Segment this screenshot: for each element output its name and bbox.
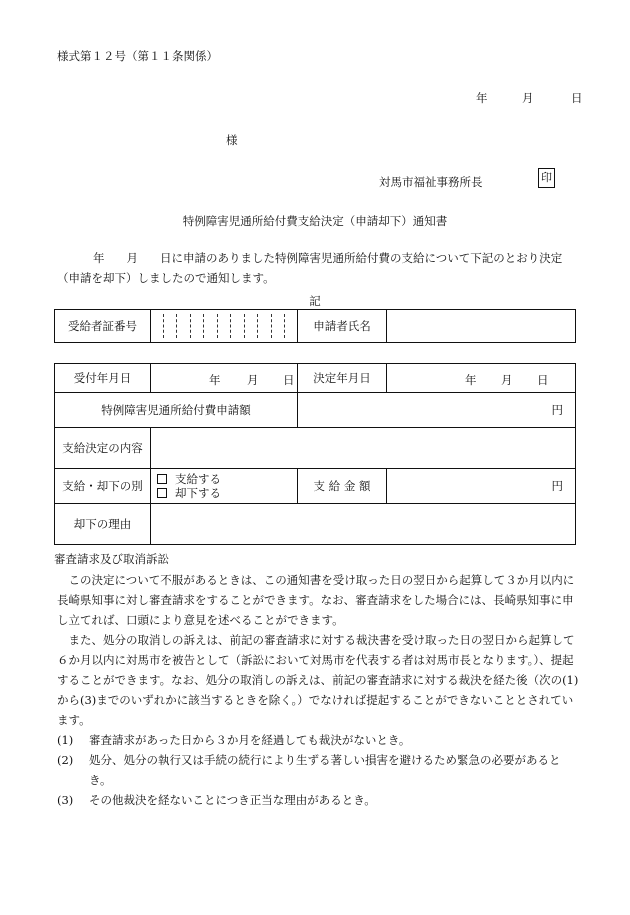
notes-item-2 <box>57 750 579 790</box>
pay-amount-field[interactable] <box>387 469 576 504</box>
notes-item-3-number: (3) <box>57 793 74 807</box>
notes-body <box>57 570 579 810</box>
notes-item-2-text: 処分、処分の執行又は手続の続行により生ずる著しい損害を避けるため緊急の必要があるとき。 <box>89 753 561 787</box>
recipient-number-field[interactable] <box>151 310 298 343</box>
checkbox-reject[interactable] <box>157 488 167 498</box>
decision-table <box>54 363 576 545</box>
received-date-field[interactable] <box>151 364 298 393</box>
intro-year: 年 <box>93 251 105 265</box>
issue-date-year: 年 <box>476 91 488 105</box>
sender-name: 対馬市福祉事務所長 <box>379 175 483 189</box>
recipient-number-digit-dividers <box>163 314 285 338</box>
intro-line-1 <box>57 248 579 268</box>
intro-line-2: （申請を却下）しましたので通知します。 <box>57 271 275 285</box>
decision-date-day: 日 <box>537 373 549 387</box>
notes-item-1-text: 審査請求があった日から３か月を経過しても裁決がないとき。 <box>89 733 411 747</box>
document-title: 特例障害児通所給付費支給決定（申請却下）通知書 <box>182 214 448 228</box>
addressee-suffix: 様 <box>226 133 238 147</box>
recipient-table <box>54 309 576 343</box>
applied-amount-unit: 円 <box>551 403 563 417</box>
applicant-name-field[interactable] <box>387 310 576 343</box>
option-pay-label: 支給する <box>175 472 221 486</box>
pay-amount-label: 支 給 金 額 <box>298 469 387 504</box>
applied-amount-label: 特例障害児通所給付費申請額 <box>55 393 298 428</box>
ki-mark: 記 <box>309 294 321 308</box>
reject-reason-field[interactable] <box>151 504 576 545</box>
checkbox-pay[interactable] <box>157 474 167 484</box>
notes-paragraph-1: この決定について不服があるときは、この通知書を受け取った日の翌日から起算して３か月以内に長崎県知事に対し審査請求をすることができます。なお、審査請求をした場合には、長崎県知事に申し立てれば、口頭により意見を述べることができます。 <box>57 573 575 627</box>
issue-date-month: 月 <box>522 91 534 105</box>
pay-reject-options <box>151 469 298 504</box>
reject-reason-label: 却下の理由 <box>55 504 151 545</box>
received-date-day: 日 <box>283 373 295 387</box>
notes-item-2-number: (2) <box>57 753 74 767</box>
notes-paragraph-2: また、処分の取消しの訴えは、前記の審査請求に対する裁決書を受け取った日の翌日から起算して６か月以内に対馬市を被告として（訴訟において対馬市を代表する者は対馬市長となります。）、提起することができます。なお、処分の取消しの訴えは、前記の審査請求に対する裁決を経た後（次の(1)から(3)までのいずれかに該当するときを除く。）でなければ提起することができないこととされています。 <box>57 633 579 727</box>
pay-reject-label: 支給・却下の別 <box>55 469 151 504</box>
intro-line1-text: 日に申請のありました特例障害児通所給付費の支給について下記のとおり決定 <box>160 251 563 265</box>
received-date-month: 月 <box>247 373 259 387</box>
pay-amount-unit: 円 <box>551 479 563 493</box>
received-date-year: 年 <box>209 373 221 387</box>
decision-content-label: 支給決定の内容 <box>55 428 151 469</box>
decision-date-year: 年 <box>465 373 477 387</box>
decision-date-label: 決定年月日 <box>298 364 387 393</box>
notes-item-3-text: その他裁決を経ないことにつき正当な理由があるとき。 <box>89 793 376 807</box>
applied-amount-field[interactable] <box>298 393 576 428</box>
notes-item-3 <box>57 790 579 810</box>
notes-item-1-number: (1) <box>57 733 74 747</box>
applicant-name-label: 申請者氏名 <box>298 310 387 343</box>
seal-mark: 印 <box>538 168 555 188</box>
intro-text <box>57 248 579 288</box>
received-date-label: 受付年月日 <box>55 364 151 393</box>
notes-title: 審査請求及び取消訴訟 <box>54 552 169 566</box>
intro-month: 月 <box>126 251 138 265</box>
decision-date-month: 月 <box>501 373 513 387</box>
decision-date-field[interactable] <box>387 364 576 393</box>
decision-content-field[interactable] <box>151 428 576 469</box>
notes-item-1 <box>57 730 579 750</box>
option-pay[interactable] <box>157 472 297 486</box>
form-number: 様式第１２号（第１１条関係） <box>57 49 218 63</box>
recipient-number-label: 受給者証番号 <box>55 310 151 343</box>
option-reject[interactable] <box>157 486 297 500</box>
issue-date-day: 日 <box>571 91 583 105</box>
option-reject-label: 却下する <box>175 486 221 500</box>
